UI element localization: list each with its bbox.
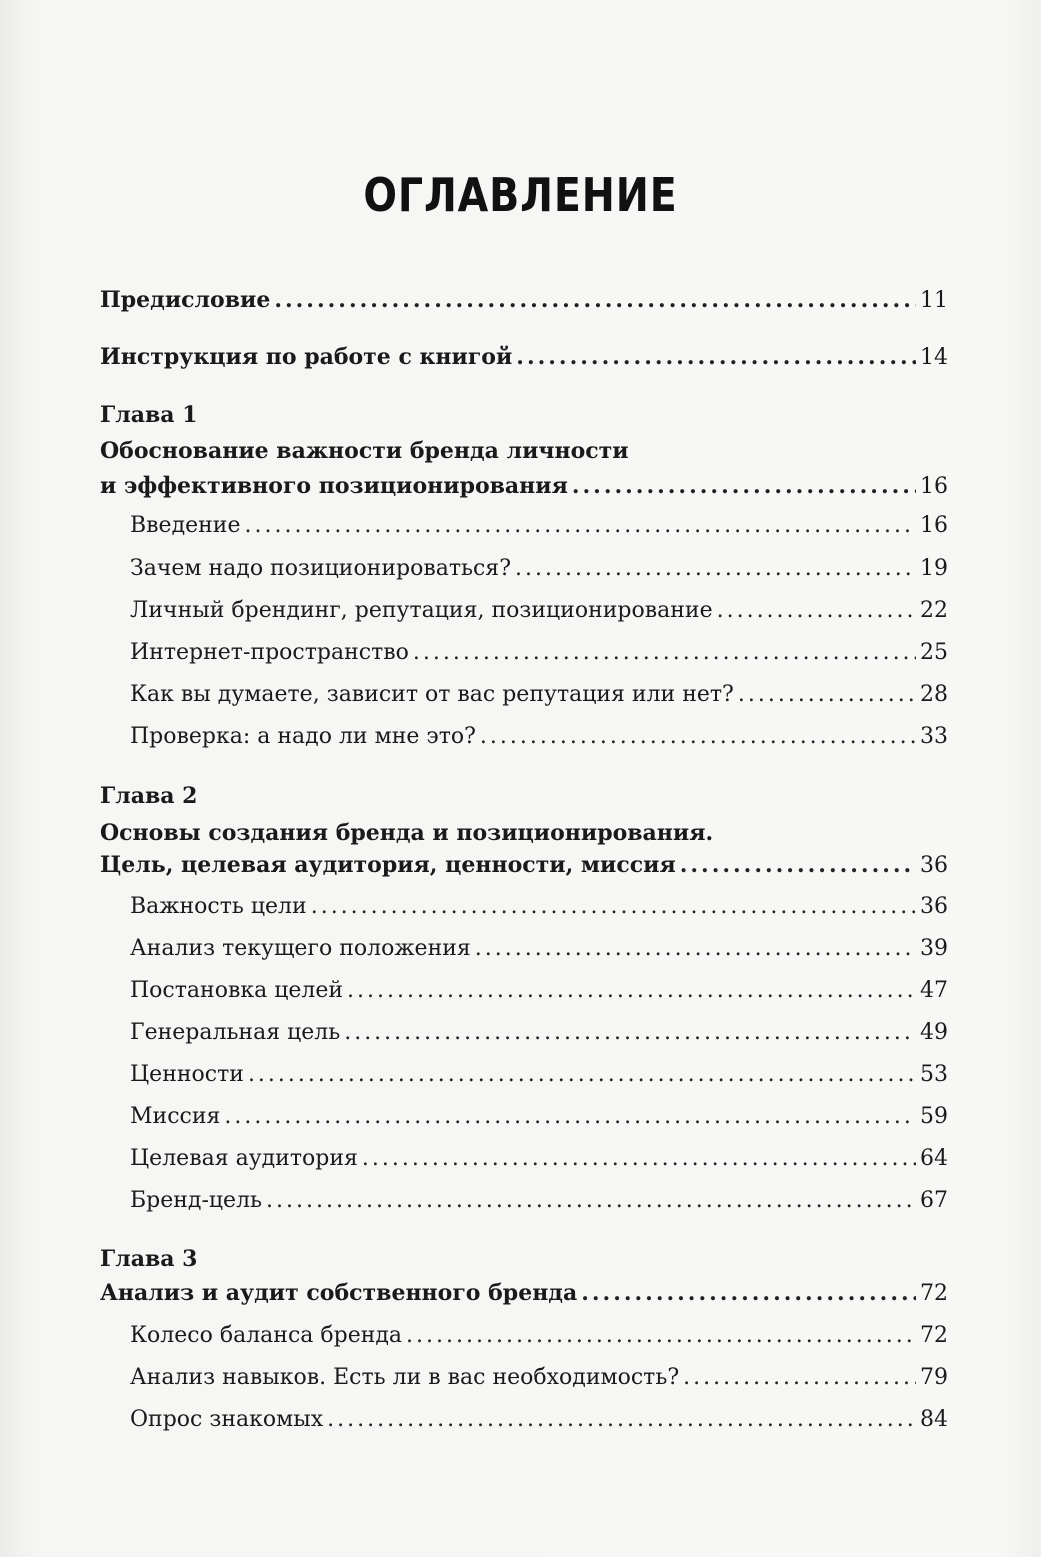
chapter-title-line: Основы создания бренда и позиционирования. [100,820,714,846]
toc-entry-page: 72 [920,1323,948,1348]
toc-entry-page: 33 [920,724,948,749]
toc-entry-page: 39 [920,936,948,961]
toc-entry [100,1280,948,1314]
toc-leader-dots [572,473,916,499]
toc-leader-dots [738,682,916,707]
toc-leader-dots [515,556,916,581]
toc-entry-title: Миссия [130,1104,221,1129]
toc-entry [130,1188,948,1222]
toc-entry-page: 59 [920,1104,948,1129]
toc-entry-page: 36 [920,894,948,919]
page-title: ОГЛАВЛЕНИЕ [363,168,678,222]
toc-entry [130,1104,948,1138]
toc-leader-dots [244,513,916,538]
toc-entry [130,640,948,674]
toc-entry-title: Анализ навыков. Есть ли в вас необходимость? [130,1365,680,1390]
toc-entry-title: Инструкция по работе с книгой [100,344,513,370]
toc-entry-page: 84 [920,1407,948,1432]
toc-leader-dots [224,1104,916,1129]
toc-entry [130,936,948,970]
toc-entry-title: Предисловие [100,287,271,313]
toc-leader-dots [248,1062,916,1087]
toc-entry [130,724,948,758]
toc-leader-dots [717,598,916,623]
toc-entry [100,852,948,886]
toc-entry-page: 79 [920,1365,948,1390]
toc-entry-title: Проверка: а надо ли мне это? [130,724,476,749]
toc-entry-title: и эффективного позиционирования [100,473,568,499]
toc-entry [130,1365,948,1399]
toc-leader-dots [311,894,916,919]
toc-entry-page: 25 [920,640,948,665]
toc-entry-page: 28 [920,682,948,707]
toc-entry [130,682,948,716]
toc-leader-dots [344,1020,916,1045]
toc-entry-title: Бренд-цель [130,1188,263,1213]
toc-leader-dots [406,1323,916,1348]
toc-entry-title: Опрос знакомых [130,1407,324,1432]
toc-entry [100,344,948,378]
toc-entry [130,1407,948,1441]
toc-entry-title: Цель, целевая аудитория, ценности, миссия [100,852,676,878]
toc-leader-dots [413,640,916,665]
toc-entry-title: Важность цели [130,894,307,919]
toc-entry-title: Введение [130,513,241,538]
toc-entry [130,598,948,632]
toc-entry-title: Интернет-пространство [130,640,409,665]
toc-leader-dots [347,978,916,1003]
chapter-label: Глава 1 [100,402,198,428]
toc-entry-page: 19 [920,556,948,581]
toc-entry [130,1323,948,1357]
toc-entry [130,1020,948,1054]
toc-entry-page: 67 [920,1188,948,1213]
toc-entry-title: Анализ и аудит собственного бренда [100,1280,578,1306]
toc-entry-title: Личный брендинг, репутация, позиционирование [130,598,713,623]
toc-entry-page: 11 [920,288,948,313]
toc-entry-page: 64 [920,1146,948,1171]
toc-entry-page: 53 [920,1062,948,1087]
toc-entry-title: Постановка целей [130,978,344,1003]
chapter-title-line: Обоснование важности бренда личности [100,438,629,464]
toc-entry-page: 47 [920,978,948,1003]
toc-entry-page: 14 [920,345,948,370]
toc-entry [130,513,948,547]
toc-entry-title: Зачем надо позиционироваться? [130,556,511,581]
toc-leader-dots [683,1365,916,1390]
toc-entry-title: Анализ текущего положения [130,936,471,961]
toc-entry [130,894,948,928]
toc-entry-page: 22 [920,598,948,623]
toc-leader-dots [266,1188,916,1213]
toc-entry-title: Ценности [130,1062,244,1087]
toc-entry-page: 16 [920,474,948,499]
toc-entry-page: 72 [920,1281,948,1306]
toc-leader-dots [581,1280,916,1306]
toc-leader-dots [274,287,916,313]
chapter-label: Глава 2 [100,783,198,809]
toc-entry-page: 49 [920,1020,948,1045]
toc-entry-page: 16 [920,513,948,538]
toc-entry [100,287,948,321]
toc-entry [130,978,948,1012]
toc-leader-dots [480,724,916,749]
toc-leader-dots [362,1146,916,1171]
toc-entry [130,1062,948,1096]
toc-leader-dots [516,344,916,370]
toc-entry [130,556,948,590]
toc-entry-page: 36 [920,853,948,878]
toc-entry-title: Генеральная цель [130,1020,341,1045]
chapter-label: Глава 3 [100,1246,198,1272]
toc-entry-title: Колесо баланса бренда [130,1323,403,1348]
toc-leader-dots [475,936,916,961]
toc-entry [130,1146,948,1180]
toc-leader-dots [680,852,916,878]
toc-entry [100,473,948,507]
toc-entry-title: Целевая аудитория [130,1146,358,1171]
toc-leader-dots [327,1407,916,1432]
toc-entry-title: Как вы думаете, зависит от вас репутация или нет? [130,682,734,707]
